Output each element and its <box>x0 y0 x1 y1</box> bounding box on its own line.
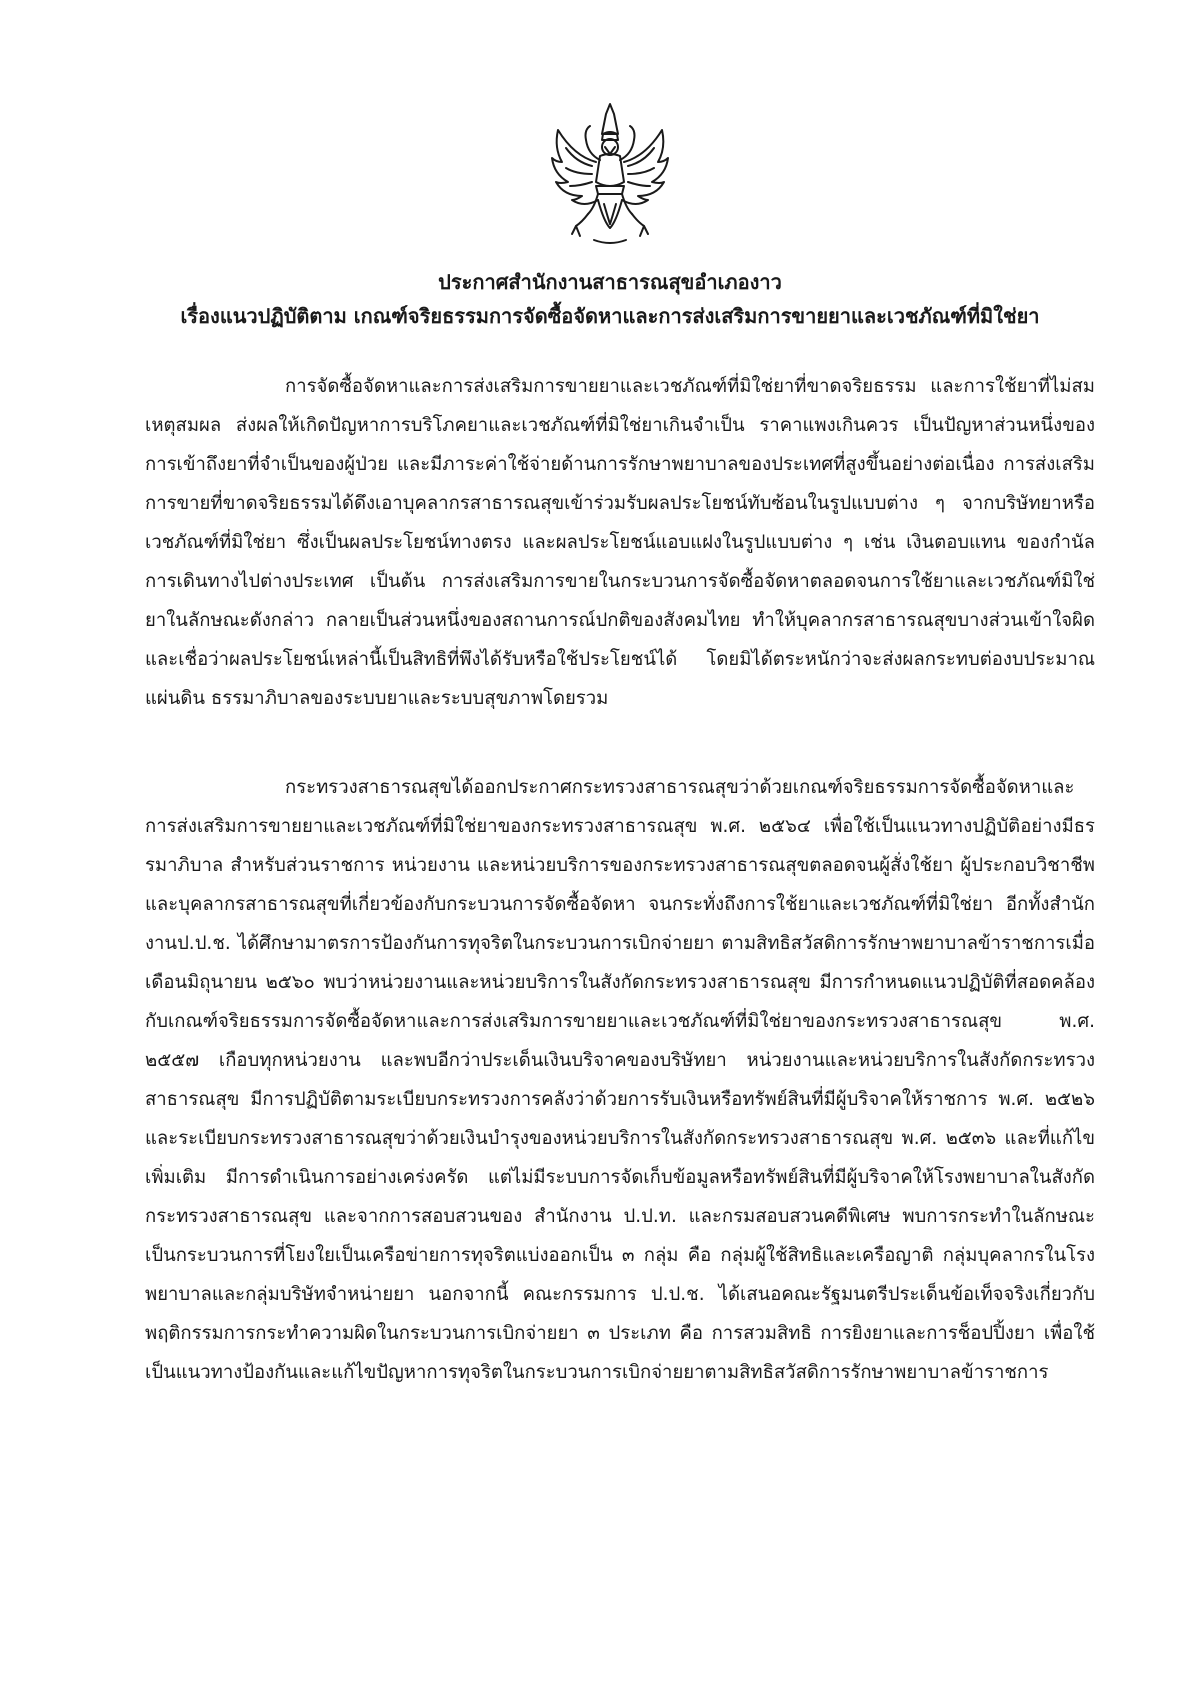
garuda-emblem-icon <box>548 100 672 248</box>
announcement-subject: เรื่องแนวปฏิบัติตาม เกณฑ์จริยธรรมการจัดซื้อจัดหาและการส่งเสริมการขายยาและเวชภัณฑ์ที่มิใช่ยา <box>180 304 1040 328</box>
body-paragraph-1: การจัดซื้อจัดหาและการส่งเสริมการขายยาและเวชภัณฑ์ที่มิใช่ยาที่ขาดจริยธรรม และการใช้ยาที่ไม่สมเหตุสมผล ส่งผลให้เกิดปัญหาการบริโภคยาและเวชภัณฑ์ที่มิใช่ยาเกินจำเป็น ราคาแพงเกินควร เป็นปัญหาส่วนหนึ่งของการเข้าถึงยาที่จำเป็นของผู้ป่วย และมีภาระค่าใช้จ่ายด้านการรักษาพยาบาลของประเทศที่สูงขึ้นอย่างต่อเนื่อง การส่งเสริมการขายที่ขาดจริยธรรมได้ดึงเอาบุคลากรสาธารณสุขเข้าร่วมรับผลประโยชน์ทับซ้อนในรูปแบบต่าง ๆ จากบริษัทยาหรือเวชภัณฑ์ที่มิใช่ยา ซึ่งเป็นผลประโยชน์ทางตรง และผลประโยชน์แอบแฝงในรูปแบบต่าง ๆ เช่น เงินตอบแทน ของกำนัล การเดินทางไปต่างประเทศ เป็นต้น การส่งเสริมการขายในกระบวนการจัดซื้อจัดหาตลอดจนการใช้ยาและเวชภัณฑ์มิใช่ยาในลักษณะดังกล่าว กลายเป็นส่วนหนึ่งของสถานการณ์ปกติของสังคมไทย ทำให้บุคลากรสาธารณสุขบางส่วนเข้าใจผิด และเชื่อว่าผลประโยชน์เหล่านี้เป็นสิทธิที่พึงได้รับหรือใช้ประโยชน์ได้ โดยมิได้ตระหนักว่าจะส่งผลกระทบต่องบประมาณแผ่นดิน ธรรมาภิบาลของระบบยาและระบบสุขภาพโดยรวม <box>145 376 1095 709</box>
announcement-title: ประกาศสำนักงานสาธารณสุขอำเภองาว <box>438 270 782 294</box>
body-paragraph-2: กระทรวงสาธารณสุขได้ออกประกาศกระทรวงสาธารณสุขว่าด้วยเกณฑ์จริยธรรมการจัดซื้อจัดหาและการส่งเสริมการขายยาและเวชภัณฑ์ที่มิใช่ยาของกระทรวงสาธารณสุข พ.ศ. ๒๕๖๔ เพื่อใช้เป็นแนวทางปฏิบัติอย่างมีธรรมาภิบาล สำหรับส่วนราชการ หน่วยงาน และหน่วยบริการของกระทรวงสาธารณสุขตลอดจนผู้สั่งใช้ยา ผู้ประกอบวิชาชีพ และบุคลากรสาธารณสุขที่เกี่ยวข้องกับกระบวนการจัดซื้อจัดหา จนกระทั่งถึงการใช้ยาและเวชภัณฑ์ที่มิใช่ยา อีกทั้งสำนักงานป.ป.ช. ได้ศึกษามาตรการป้องกันการทุจริตในกระบวนการเบิกจ่ายยา ตามสิทธิสวัสดิการรักษาพยาบาลข้าราชการเมื่อเดือนมิถุนายน ๒๕๖๐ พบว่าหน่วยงานและหน่วยบริการในสังกัดกระทรวงสาธารณสุข มีการกำหนดแนวปฏิบัติที่สอดคล้องกับเกณฑ์จริยธรรมการจัดซื้อจัดหาและการส่งเสริมการขายยาและเวชภัณฑ์ที่มิใช่ยาของกระทรวงสาธารณสุข พ.ศ. ๒๕๕๗ เกือบทุกหน่วยงาน และพบอีกว่าประเด็นเงินบริจาคของบริษัทยา หน่วยงานและหน่วยบริการในสังกัดกระทรวงสาธารณสุข มีการปฏิบัติตามระเบียบกระทรวงการคลังว่าด้วยการรับเงินหรือทรัพย์สินที่มีผู้บริจาคให้ราชการ พ.ศ. ๒๕๒๖ และระเบียบกระทรวงสาธารณสุขว่าด้วยเงินบำรุงของหน่วยบริการในสังกัดกระทรวงสาธารณสุข พ.ศ. ๒๕๓๖ และที่แก้ไขเพิ่มเติม มีการดำเนินการอย่างเคร่งครัด แต่ไม่มีระบบการจัดเก็บข้อมูลหรือทรัพย์สินที่มีผู้บริจาคให้โรงพยาบาลในสังกัดกระทรวงสาธารณสุข และจากการสอบสวนของ สำนักงาน ป.ป.ท. และกรมสอบสวนคดีพิเศษ พบการกระทำในลักษณะเป็นกระบวนการที่โยงใยเป็นเครือข่ายการทุจริตแบ่งออกเป็น ๓ กลุ่ม คือ กลุ่มผู้ใช้สิทธิและเครือญาติ กลุ่มบุคลากรในโรงพยาบาลและกลุ่มบริษัทจำหน่ายยา นอกจากนี้ คณะกรรมการ ป.ป.ช. ได้เสนอคณะรัฐมนตรีประเด็นข้อเท็จจริงเกี่ยวกับพฤติกรรมการกระทำความผิดในกระบวนการเบิกจ่ายยา ๓ ประเภท คือ การสวมสิทธิ การยิงยาและการช็อปปิ้งยา เพื่อใช้เป็นแนวทางป้องกันและแก้ไขปัญหาการทุจริตในกระบวนการเบิกจ่ายยาตามสิทธิสวัสดิการรักษาพยาบาลข้าราชการ <box>145 777 1095 1383</box>
